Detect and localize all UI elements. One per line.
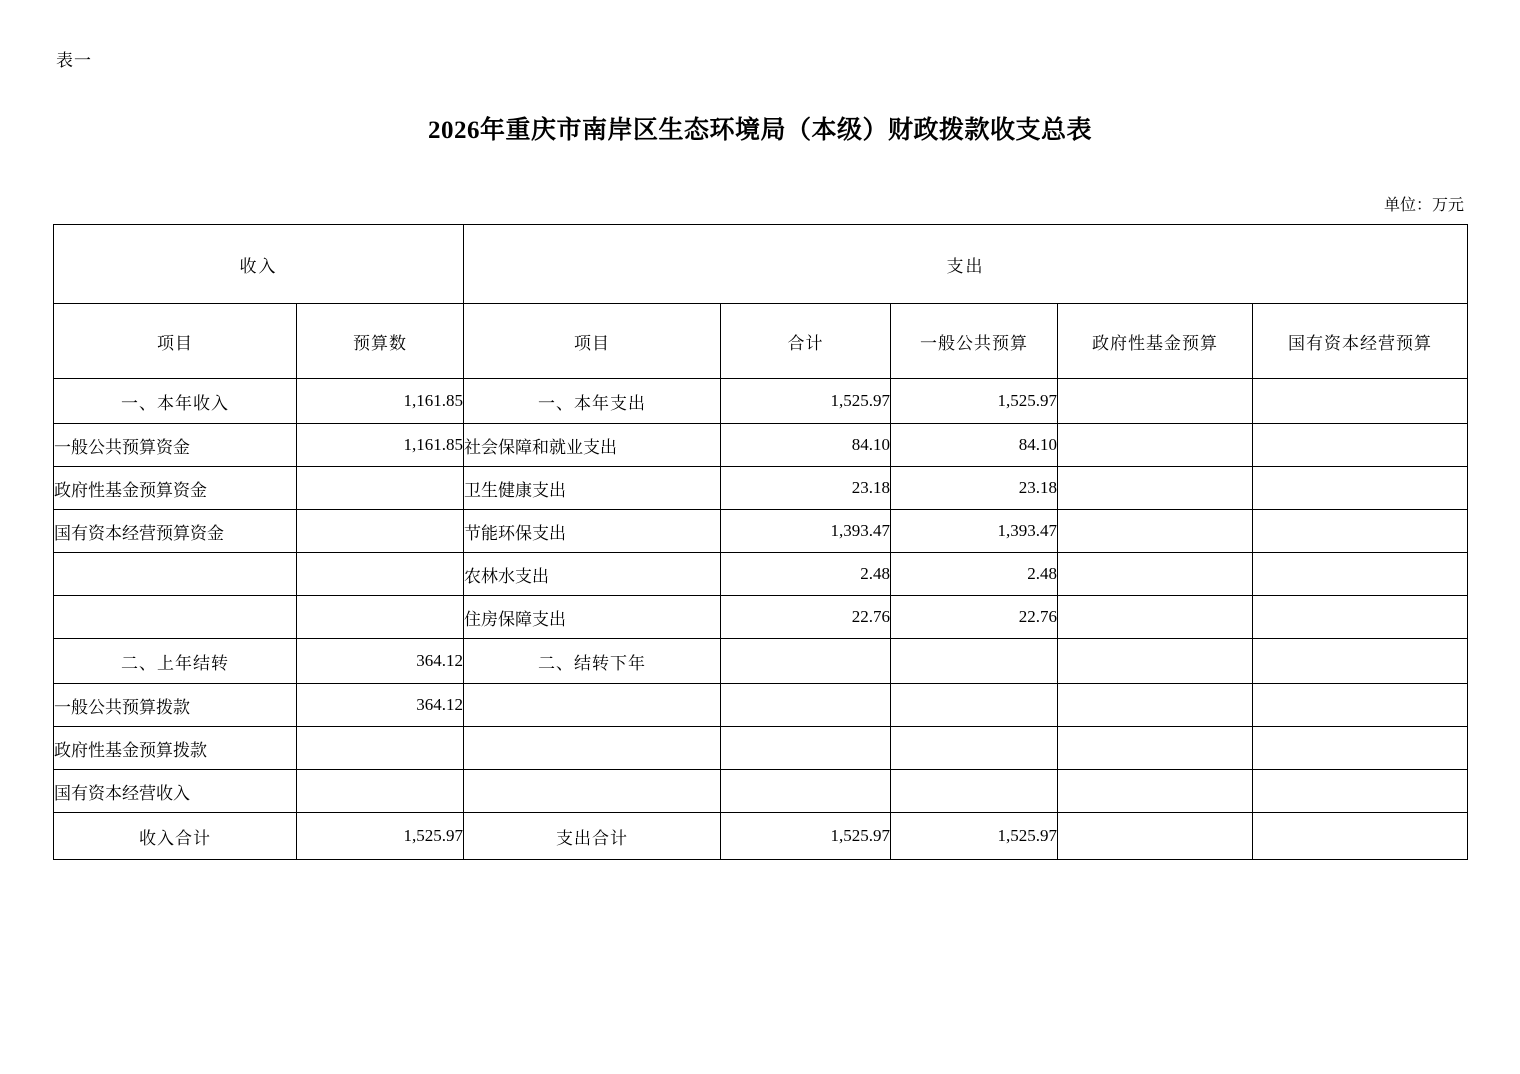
cell-exp-item: 二、结转下年: [464, 639, 721, 684]
table-row: [54, 424, 1468, 467]
cell-exp-capital: [1253, 813, 1468, 860]
cell-exp-total: [721, 684, 891, 727]
cell-income-budget: [297, 553, 464, 596]
cell-exp-total: 2.48: [721, 553, 891, 596]
cell-exp-general: 22.76: [891, 596, 1058, 639]
column-header-exp-fund: 政府性基金预算: [1058, 304, 1253, 379]
cell-exp-item: [464, 770, 721, 813]
group-header-income: 收入: [54, 225, 464, 304]
table-row: [54, 770, 1468, 813]
cell-income-budget: [297, 596, 464, 639]
cell-exp-fund: [1058, 684, 1253, 727]
unit-note: 单位：万元: [1383, 197, 1464, 214]
cell-exp-fund: [1058, 639, 1253, 684]
cell-income-budget: [297, 727, 464, 770]
cell-exp-total: [721, 727, 891, 770]
cell-exp-general: [891, 639, 1058, 684]
cell-exp-item: 一、本年支出: [464, 379, 721, 424]
cell-exp-fund: [1058, 596, 1253, 639]
cell-income-item: 政府性基金预算资金: [54, 467, 297, 510]
cell-exp-item: 社会保障和就业支出: [464, 424, 721, 467]
cell-exp-item: 农林水支出: [464, 553, 721, 596]
column-header-income-budget: 预算数: [297, 304, 464, 379]
table-row: [54, 467, 1468, 510]
cell-exp-item: [464, 684, 721, 727]
column-header-exp-capital: 国有资本经营预算: [1253, 304, 1468, 379]
cell-exp-general: 1,525.97: [891, 379, 1058, 424]
cell-income-item: 二、上年结转: [54, 639, 297, 684]
cell-exp-item: 支出合计: [464, 813, 721, 860]
cell-exp-item: 住房保障支出: [464, 596, 721, 639]
cell-exp-total: [721, 770, 891, 813]
cell-exp-fund: [1058, 813, 1253, 860]
cell-exp-total: 1,525.97: [721, 813, 891, 860]
cell-income-budget: 1,525.97: [297, 813, 464, 860]
table-row: [54, 510, 1468, 553]
cell-exp-fund: [1058, 467, 1253, 510]
column-header-exp-item: 项目: [464, 304, 721, 379]
table-column-header-row: [54, 304, 1468, 379]
cell-exp-total: 22.76: [721, 596, 891, 639]
cell-exp-capital: [1253, 596, 1468, 639]
cell-exp-general: 2.48: [891, 553, 1058, 596]
cell-income-item: 一般公共预算资金: [54, 424, 297, 467]
table-row: [54, 639, 1468, 684]
cell-exp-general: [891, 770, 1058, 813]
group-header-expenditure: 支出: [464, 225, 1468, 304]
column-header-income-item: 项目: [54, 304, 297, 379]
cell-exp-fund: [1058, 379, 1253, 424]
table-row: [54, 553, 1468, 596]
cell-exp-general: [891, 684, 1058, 727]
cell-income-budget: [297, 510, 464, 553]
cell-income-item: 国有资本经营预算资金: [54, 510, 297, 553]
column-header-exp-general: 一般公共预算: [891, 304, 1058, 379]
column-header-exp-total: 合计: [721, 304, 891, 379]
cell-income-item: 一般公共预算拨款: [54, 684, 297, 727]
cell-income-budget: 364.12: [297, 684, 464, 727]
table-row: [54, 379, 1468, 424]
cell-income-item: [54, 596, 297, 639]
table-row: [54, 596, 1468, 639]
cell-income-item: [54, 553, 297, 596]
cell-exp-total: 84.10: [721, 424, 891, 467]
cell-exp-capital: [1253, 639, 1468, 684]
cell-exp-general: 1,525.97: [891, 813, 1058, 860]
cell-exp-item: 节能环保支出: [464, 510, 721, 553]
cell-exp-general: [891, 727, 1058, 770]
cell-exp-capital: [1253, 727, 1468, 770]
cell-exp-fund: [1058, 770, 1253, 813]
cell-income-budget: 364.12: [297, 639, 464, 684]
cell-exp-total: 1,393.47: [721, 510, 891, 553]
cell-exp-capital: [1253, 553, 1468, 596]
cell-exp-fund: [1058, 727, 1253, 770]
cell-exp-capital: [1253, 770, 1468, 813]
cell-income-item: 收入合计: [54, 813, 297, 860]
cell-income-budget: 1,161.85: [297, 379, 464, 424]
page-title: 2026年重庆市南岸区生态环境局（本级）财政拨款收支总表: [427, 117, 1092, 144]
cell-exp-general: 84.10: [891, 424, 1058, 467]
cell-exp-general: 1,393.47: [891, 510, 1058, 553]
cell-exp-item: 卫生健康支出: [464, 467, 721, 510]
cell-exp-capital: [1253, 467, 1468, 510]
table-row: [54, 813, 1468, 860]
table-row: [54, 727, 1468, 770]
budget-table: [53, 224, 1468, 860]
cell-exp-capital: [1253, 424, 1468, 467]
cell-exp-capital: [1253, 510, 1468, 553]
table-group-header-row: [54, 225, 1468, 304]
cell-exp-capital: [1253, 684, 1468, 727]
cell-exp-fund: [1058, 553, 1253, 596]
cell-exp-fund: [1058, 424, 1253, 467]
cell-exp-general: 23.18: [891, 467, 1058, 510]
sheet-label: 表一: [56, 51, 92, 70]
cell-exp-total: 1,525.97: [721, 379, 891, 424]
cell-income-item: 一、本年收入: [54, 379, 297, 424]
cell-income-budget: 1,161.85: [297, 424, 464, 467]
table-row: [54, 684, 1468, 727]
cell-exp-total: 23.18: [721, 467, 891, 510]
cell-income-budget: [297, 467, 464, 510]
cell-exp-fund: [1058, 510, 1253, 553]
cell-exp-capital: [1253, 379, 1468, 424]
cell-income-item: 政府性基金预算拨款: [54, 727, 297, 770]
cell-income-item: 国有资本经营收入: [54, 770, 297, 813]
cell-income-budget: [297, 770, 464, 813]
cell-exp-item: [464, 727, 721, 770]
cell-exp-total: [721, 639, 891, 684]
